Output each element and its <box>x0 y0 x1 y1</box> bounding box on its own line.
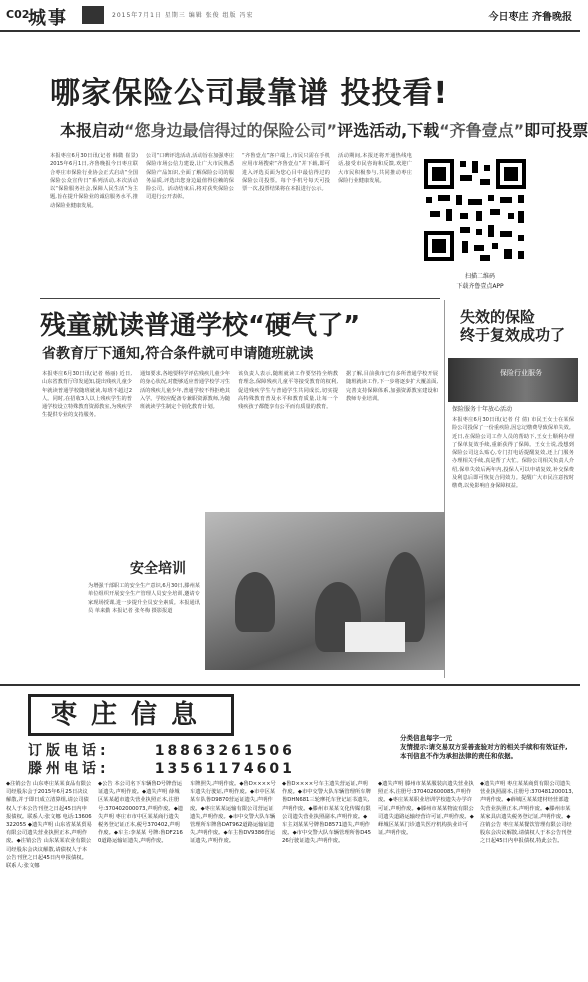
story1-column-1: 本报枣庄6月30日讯(记者 韩微 崔景) 2015年6月1日,齐鲁晚报今日枣庄联合枣庄市保险行业协会正式启动“全国保险公众宣传日”系列活动,本次活动以“保险服务社会,保障人民生活”为主题,旨在提升保险业的诚信服务水平,推动保险业健康发展。 <box>50 153 138 209</box>
story2-column-1: 本报枣庄6月30日讯(记者 杨丽) 近日,山东省教育厅印发通知,提出残疾儿童少年就读普通学校随班就读,每班不超过2人。同时,在招收3人以上残疾学生的普通学校设立特殊教育资源教室,为残疾学生提供专业的支持服务。 <box>42 371 132 419</box>
classified-column-1: ◆注销公告 山东枣庄某某食品有限公司经股东会于2015年6月25日决议解散,并于即日成立清算组,请公司债权人于本公告刊登之日起45日内申报债权。联系人:张文娜 电话:13606322055 ◆遗失声明 山东省某某贸易有限公司遗失营业执照正本,声明作废。◆注销公告 山东某某农业有限公司经股东会决议解散,请债权人于本公告刊登之日起45日内申报债权。联系人:张文娜 <box>6 781 92 870</box>
subhead-mid: 评选活动,下载 <box>337 121 440 140</box>
side-headline-line1: 失效的保险 <box>460 308 536 326</box>
notice-title: 分类信息每字一元 <box>400 734 452 742</box>
subhead-pre: 本报启动 <box>60 121 125 140</box>
classified-column-3: 车牌照失,声明作废。◆鲁D××××号车遗失行驶证,声明作废。◆市中区某某车队鲁D9870营运证遗失,声明作废。◆枣庄某某运输有限公司营运证遗失,声明作废。◆市中交警大队车辆管理所车牌鲁DAT962道路运输证遗失,声明作废。◆车主鲁DV9386营运证遗失,声明作废。 <box>190 781 276 845</box>
section-decoration <box>82 6 104 24</box>
service-banner <box>448 358 578 402</box>
story2-subhead: 省教育厅下通知,符合条件就可申请随班就读 <box>42 346 314 362</box>
subhead-quote2: “齐鲁壹点” <box>439 121 525 140</box>
qr-caption-line1: 扫描二维码 <box>464 273 495 280</box>
classifieds-notice <box>400 734 570 761</box>
photo-papers <box>345 622 405 652</box>
side-body: 本报枣庄6月30日讯(记者 付 倩) 市民王女士在某保险公司投保了一份重疾险,因忘记缴费导致保单失效。近日,在保险公司工作人员的帮助下,王女士顺利办理了保单复效手续,重新获得了保障。王女士说,没想到保险公司这么贴心,专门打电话提醒复效,还上门服务办理相关手续,真是帮了大忙。保险公司相关负责人介绍,保单失效后两年内,投保人可以申请复效,补交保费及利息后即可恢复合同效力。提醒广大市民注意按时缴费,以免影响自身保障权益。 <box>452 417 574 490</box>
section-divider <box>40 298 440 299</box>
tengzhou-phone-row <box>28 758 295 778</box>
training-photo <box>205 512 445 670</box>
classified-column-2: ◆公告 本公司名下车辆鲁D号牌营运证遗失,声明作废。◆遗失声明 薛城区某某超市遗失营业执照正本,注册号:370402000073,声明作废。◆遗失声明 枣庄市市中区某某商行遗失税务登记证正本,税号370402,声明作废。◆车主:李某某 号牌:鲁DF2160道路运输证遗失,声明作废。 <box>98 781 184 845</box>
classified-column-5: ◆遗失声明 滕州市某某服装店遗失营业执照正本,注册号:370402600085,声明作废。◆枣庄某某职业培训学校遗失办学许可证,声明作废。◆滕州市某某物流有限公司遗失道路运输经营许可证,声明作废。◆峄城区某某门诊遗失医疗机构执业许可证,声明作废。 <box>378 781 474 837</box>
page-header <box>0 0 580 32</box>
tengzhou-phone-number: 13561174601 <box>154 761 295 777</box>
order-phone-row <box>28 740 295 760</box>
story1-headline: 哪家保险公司最靠谱 投投看! <box>50 76 449 111</box>
side-caption: 保险服务十年放心活动 <box>452 406 513 413</box>
order-phone-label: 订版电话: <box>28 743 110 759</box>
story2-headline: 残童就读普通学校“硬气了” <box>40 311 361 341</box>
qr-code[interactable] <box>420 155 530 265</box>
service-banner-text: 保险行业服务 <box>500 369 542 377</box>
classified-column-6: ◆遗失声明 枣庄某某商贸有限公司遗失营业执照副本,注册号:370481200013,声明作废。◆薛城区某某建材经营部遗失营业执照正本,声明作废。◆滕州市某某家具店遗失税务登记证,声明作废。◆注销公告 枣庄某某餐饮管理有限公司经股东会决议解散,请债权人于本公告刊登之日起45日内申报债权,特此公告。 <box>480 781 574 845</box>
story2-column-3: 该负责人表示,随班就读工作要坚持全纳教育理念,保障残疾儿童平等接受教育的权利,促进残疾学生与普通学生共同成长,切实提高特殊教育普及水平和教育质量,让每一个残疾孩子都能享有公平而有质量的教育。 <box>238 371 338 411</box>
story1-column-3: “齐鲁壹点”客户端上,市民只需在手机应用市场搜索“齐鲁壹点”并下载,即可进入评选页面为您心目中最信得过的保险公司投票。每个手机号每天可投票一次,投票结果将在本报进行公示。 <box>242 153 330 193</box>
photo-figure <box>235 572 275 632</box>
side-headline <box>460 308 578 344</box>
story1-column-4: 活动期间,本报还将开通热线电话,接受市民咨询和反馈,欢迎广大市民积极参与,共同推动枣庄保险行业健康发展。 <box>338 153 412 184</box>
masthead-brand: 今日枣庄 齐鲁晚报 <box>488 12 572 23</box>
issue-meta: 2015年7月1日 星期三 编辑 张俊 组版 冯宏 <box>112 12 254 19</box>
subhead-quote1: “您身边最信得过的保险公司” <box>124 121 338 140</box>
qr-caption <box>430 272 530 292</box>
page-number: C02 <box>6 8 30 21</box>
side-headline-line2: 终于复效成功了 <box>460 326 566 344</box>
classifieds-title: 枣庄信息 <box>28 694 234 736</box>
safety-headline: 安全培训 <box>130 561 186 577</box>
order-phone-number: 18863261506 <box>154 743 295 759</box>
section-title: 城事 <box>28 8 68 29</box>
notice-body: 友情提示:请交易双方妥善查验对方的相关手续和有效证件,本刊信息不作为承担法律的责任和依据。 <box>400 743 568 760</box>
qr-caption-line2: 下载齐鲁壹点APP <box>456 283 504 290</box>
story2-column-2: 通知要求,各地要科学评估残疾儿童少年的身心状况,对能够适应普通学校学习生活的残疾儿童少年,普通学校不得拒绝其入学。学校应配备专兼职资源教师,为随班就读学生制定个别化教育计划。 <box>140 371 230 411</box>
story2-column-4: 据了解,目前我市已有多所普通学校开展随班就读工作,下一步将逐步扩大覆盖面,完善支持保障体系,加强资源教室建设和教师专业培训。 <box>346 371 438 402</box>
safety-caption: 为增强干部职工的安全生产意识,6月30日,滕州某单位组织开展安全生产管理人员安全培训,邀请专家现场授课,进一步提升全员安全素质。本报通讯员 单来勤 本报记者 张冬梅 摄影报道 <box>88 583 200 614</box>
classified-column-4: ◆鲁D××××号车主遗失营运证,声明作废。◆市中交警大队车辆管理所车牌鲁DHN681三轮摩托车登记证书遗失,声明作废。◆滕州市某某文化传媒有限公司遗失营业执照副本,声明作废。◆车主刘某某号牌鲁D8571遗失,声明作废。◆市中交警大队车辆管理所鲁D4526行驶证遗失,声明作废。 <box>282 781 372 845</box>
subhead-post: 即可投票 <box>524 121 588 140</box>
story1-column-2: 公司“口碑评选活动,活动旨在加强枣庄保险市场公信力建设,让广大市民熟悉保险产品知识,全面了解保险公司的服务品质,评选出您身边最值得信赖的保险公司。活动结束后,将对获奖保险公司进行公开表彰。 <box>146 153 234 201</box>
story1-subhead <box>60 118 588 141</box>
tengzhou-phone-label: 滕州电话: <box>28 761 110 777</box>
